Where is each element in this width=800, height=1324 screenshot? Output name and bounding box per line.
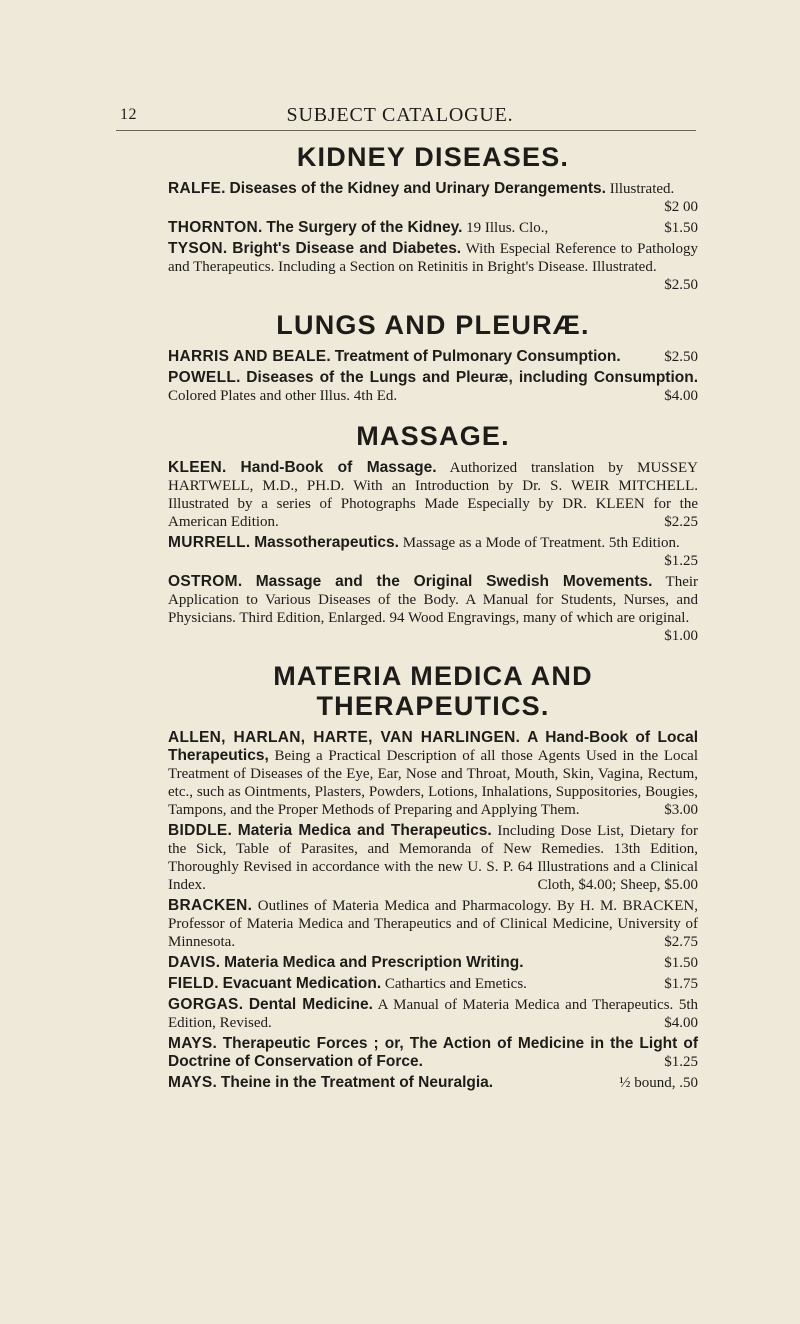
catalogue-entry: [168, 573, 698, 645]
catalogue-entry: [168, 729, 698, 819]
entry-price: $1.25: [664, 1054, 698, 1070]
running-head: SUBJECT CATALOGUE.: [286, 104, 514, 126]
catalogue-entry: [168, 459, 698, 531]
entry-title: Hand-Book of Massage.: [240, 459, 437, 476]
page-number: 12: [120, 106, 137, 123]
catalogue-entry: [168, 954, 698, 972]
entry-price: $1.25: [664, 553, 698, 569]
entry-title: Massage and the Original Swedish Movements.: [255, 573, 653, 590]
entry-price: $1.50: [664, 220, 698, 236]
entry-author: POWELL.: [168, 369, 241, 386]
section-heading: LUNGS AND PLEURÆ.: [276, 310, 590, 340]
entry-title: The Surgery of the Kidney.: [266, 219, 463, 236]
header-rule: [116, 130, 696, 131]
catalogue-section: [168, 142, 698, 294]
entry-title: A Hand-Book of Local Therapeutics,: [168, 729, 699, 764]
catalogue-entry: [168, 1035, 698, 1071]
entry-description: Their Application to Various Diseases of the Body. A Manual for Students, Nurses, and Physicians. Third Edition, Enlarged. 94 Wood Engravings, many of which are original.: [168, 574, 699, 626]
entry-title: Dental Medicine.: [248, 996, 373, 1013]
entry-description: Including Dose List, Dietary for the Sick, Table of Parasites, and Memoranda of New Remedies. 13th Edition, Thoroughly Revised in accordance with the new U. S. P. 64 Illustrations and a Clinical Index.: [168, 823, 698, 893]
entry-price: ½ bound, .50: [619, 1075, 698, 1091]
catalogue-entry: [168, 534, 698, 570]
entry-title: Treatment of Pulmonary Consumption.: [334, 348, 621, 365]
entry-author: RALFE.: [168, 180, 226, 197]
catalogue-entry: [168, 369, 698, 405]
entry-title: Materia Medica and Prescription Writing.: [224, 954, 524, 971]
catalogue-entry: [168, 975, 698, 993]
entry-title: Therapeutic Forces ; or, The Action of Medicine in the Light of Doctrine of Conservation of Force.: [168, 1035, 699, 1070]
entry-price: $1.00: [664, 628, 698, 644]
catalogue-entry: [168, 180, 698, 216]
entry-title: Diseases of the Lungs and Pleuræ, including Consumption.: [246, 369, 698, 386]
catalogue-entry: [168, 240, 698, 294]
section-heading: MASSAGE.: [356, 421, 510, 451]
entry-description: Authorized translation by MUSSEY HARTWELL, M.D., PH.D. With an Introduction by Dr. S. WEIR MITCHELL. Illustrated by a series of Photographs Made Especially by DR. KLEEN for the American Edition.: [168, 460, 698, 530]
entry-title: Theine in the Treatment of Neuralgia.: [220, 1074, 494, 1091]
entry-price: $4.00: [664, 388, 698, 404]
catalogue-entry: [168, 348, 698, 366]
entry-description: 19 Illus. Clo.,: [466, 220, 549, 236]
catalogue-section: [168, 661, 698, 1092]
entry-description: Outlines of Materia Medica and Pharmacology. By H. M. BRACKEN, Professor of Materia Medica and Therapeutics and of Clinical Medicine, University of Minnesota.: [168, 898, 698, 950]
entry-price: $2 00: [664, 199, 698, 215]
entry-price: $4.00: [664, 1015, 698, 1031]
entry-price: $2.25: [664, 514, 698, 530]
entry-author: MURRELL.: [168, 534, 251, 551]
catalogue-entry: [168, 897, 698, 951]
entry-author: BRACKEN.: [168, 897, 253, 914]
entry-author: MAYS.: [168, 1074, 218, 1091]
entry-title: Bright's Disease and Diabetes.: [232, 240, 462, 257]
entry-title: Diseases of the Kidney and Urinary Derangements.: [229, 180, 606, 197]
entry-price: $2.50: [664, 277, 698, 293]
entry-title: Massotherapeutics.: [254, 534, 399, 551]
section-heading: KIDNEY DISEASES.: [296, 142, 570, 172]
catalogue-section: [168, 421, 698, 645]
catalogue-entry: [168, 822, 698, 894]
section-heading: MATERIA MEDICA AND THERAPEUTICS.: [273, 661, 593, 721]
entry-author: OSTROM.: [168, 573, 243, 590]
catalogue-entry: [168, 219, 698, 237]
entry-description: A Manual of Materia Medica and Therapeutics. 5th Edition, Revised.: [168, 997, 698, 1031]
catalogue-body: [168, 142, 698, 1108]
entry-author: KLEEN.: [168, 459, 227, 476]
entry-price: $3.00: [664, 802, 698, 818]
entry-description: Illustrated.: [609, 181, 675, 197]
entry-price: $2.50: [664, 349, 698, 365]
entry-price: $1.50: [664, 955, 698, 971]
entry-description: Massage as a Mode of Treatment. 5th Edition.: [402, 535, 680, 551]
entry-title: Evacuant Medication.: [222, 975, 382, 992]
entry-author: TYSON.: [168, 240, 228, 257]
entry-description: Being a Practical Description of all those Agents Used in the Local Treatment of Diseases of the Eye, Ear, Nose and Throat, Mouth, Skin, Vagina, Rectum, etc., such as Ointments, Plasters, Powders, Lotions, Inhalations, Suppositories, Bougies, Tampons, and the Proper Methods of Preparing and Applying Them.: [168, 748, 699, 818]
entry-author: DAVIS.: [168, 954, 221, 971]
catalogue-entry: [168, 996, 698, 1032]
entry-price: Cloth, $4.00; Sheep, $5.00: [537, 877, 698, 893]
entry-author: MAYS.: [168, 1035, 218, 1052]
entry-price: $2.75: [664, 934, 698, 950]
entry-author: GORGAS.: [168, 996, 244, 1013]
entry-description: Cathartics and Emetics.: [384, 976, 527, 992]
entry-author: ALLEN, HARLAN, HARTE, VAN HARLINGEN.: [168, 729, 521, 746]
entry-author: THORNTON.: [168, 219, 263, 236]
entry-author: FIELD.: [168, 975, 219, 992]
entry-price: $1.75: [664, 976, 698, 992]
entry-title: Materia Medica and Therapeutics.: [237, 822, 492, 839]
catalogue-section: [168, 310, 698, 405]
entry-description: With Especial Reference to Pathology and Therapeutics. Including a Section on Retinitis in Bright's Disease. Illustrated.: [168, 241, 698, 275]
catalogue-entry: [168, 1074, 698, 1092]
entry-author: HARRIS AND BEALE.: [168, 348, 331, 365]
entry-author: BIDDLE.: [168, 822, 233, 839]
entry-description: Colored Plates and other Illus. 4th Ed.: [168, 388, 398, 404]
